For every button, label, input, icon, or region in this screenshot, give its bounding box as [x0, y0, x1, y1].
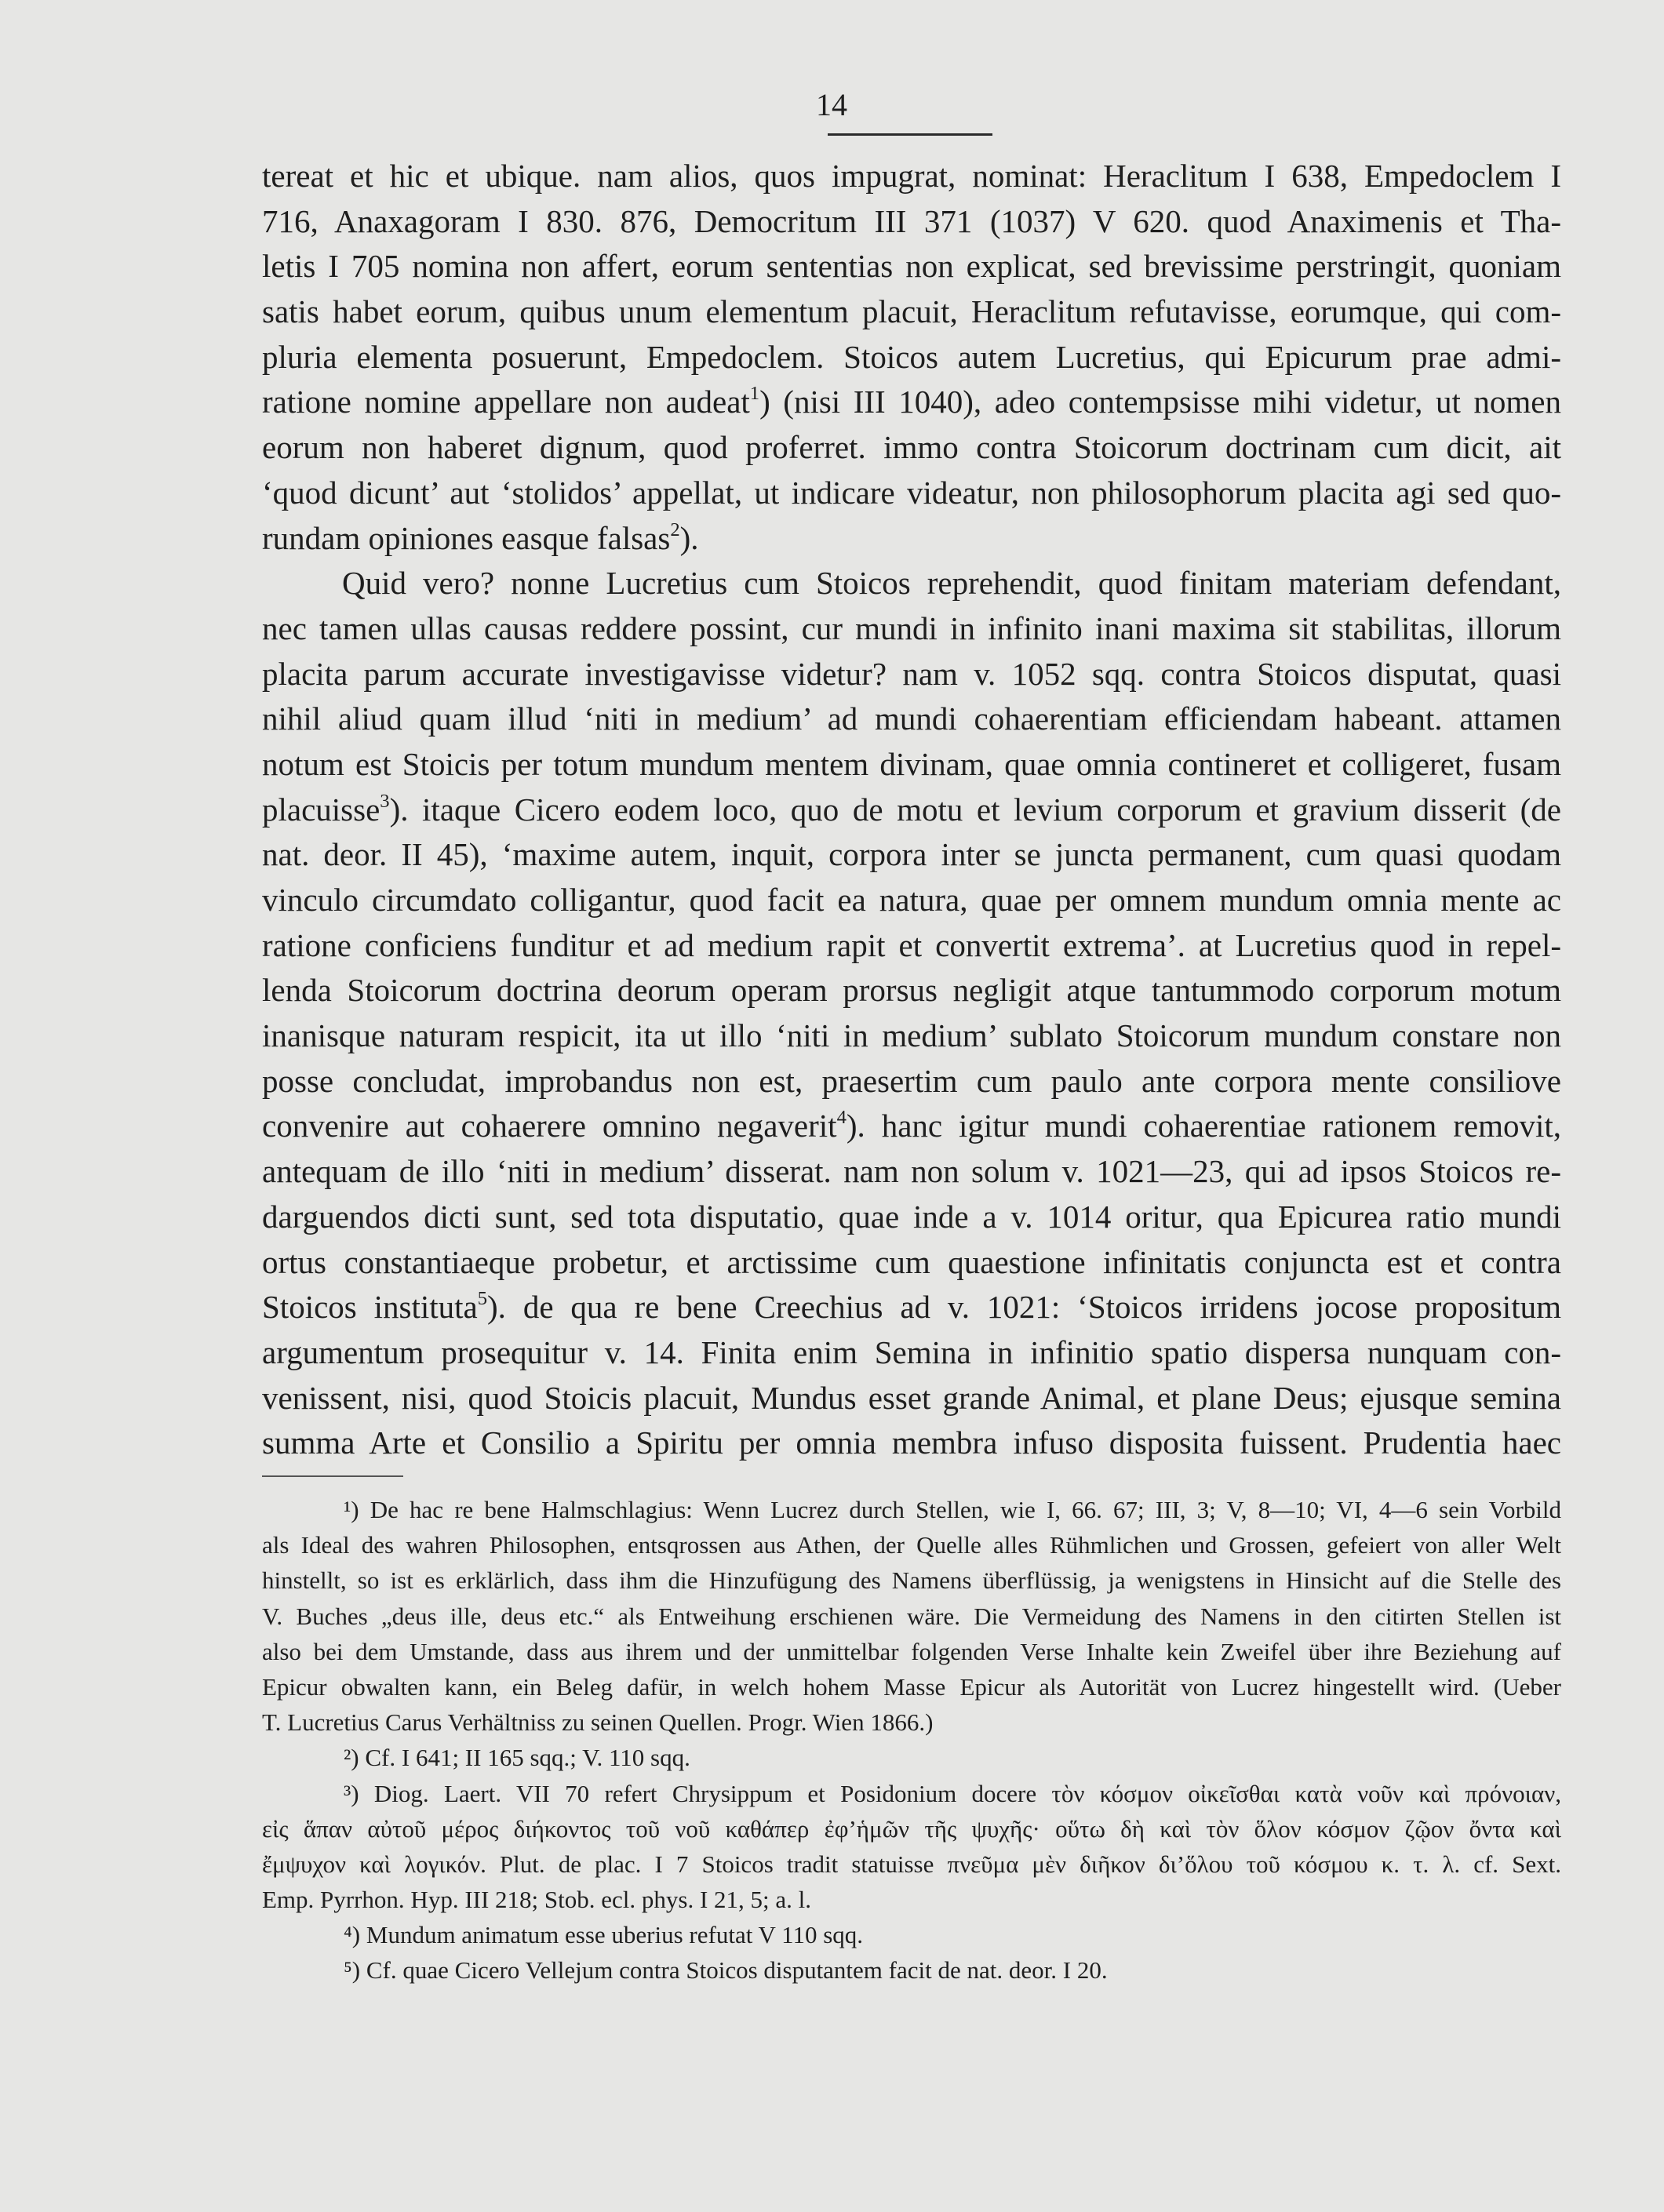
text-segment: tereat et hic et ubique. nam alios, quos impugrat, nominat: Heraclitum I 638, Empedoclem I [262, 158, 1561, 194]
text-segment: nat. deor. II 45), ‘maxime autem, inquit, corpora inter se juncta permanent, cum quasi quodam [262, 836, 1561, 873]
text-segment: ). de qua re bene Creechius ad v. 1021: ‘Stoicos irridens jocose propositum [487, 1289, 1561, 1326]
text-segment: satis habet eorum, quibus unum elementum placuit, Heraclitum refutavisse, eorumque, qui com- [262, 293, 1561, 330]
text-segment: ). hanc igitur mundi cohaerentiae rationem removit, [846, 1108, 1561, 1144]
text-segment: lenda Stoicorum doctrina deorum operam prorsus negligit atque tantummodo corporum motum [262, 972, 1561, 1009]
footnote-divider [262, 1475, 403, 1477]
text-segment: posse concludat, improbandus non est, praesertim cum paulo ante corpora mente consiliove [262, 1062, 1561, 1099]
text-line [262, 244, 1561, 289]
footnote-line: εἰς ἅπαν αὐτοῦ μέρος διήκοντος τοῦ νοῦ καθάπερ ἐφ’ἡμῶν τῆς ψυχῆς· οὕτω δὴ καὶ τὸν ὅλον κόσμον ζῷον ὄντα καὶ [262, 1814, 1561, 1843]
text-line [262, 1149, 1561, 1195]
text-segment: Quid vero? nonne Lucretius cum Stoicos reprehendit, quod finitam materiam defendant, [342, 565, 1561, 602]
text-line [262, 380, 1561, 425]
footnote-line: ἔμψυχον καὶ λογικόν. Plut. de plac. I 7 Stoicos tradit statuisse πνεῦμα μὲν διῆκον δι’ὅλου τοῦ κόσμου κ. τ. λ. cf. Sext. [262, 1850, 1561, 1878]
footnote-line: ⁴) Mundum animatum esse uberius refutat V 110 sqq. [344, 1921, 864, 1949]
footnote-ref: 2 [670, 518, 680, 540]
text-line [262, 425, 1561, 471]
text-line [262, 1104, 1561, 1149]
text-segment: inanisque naturam respicit, ita ut illo ‘niti in medium’ sublato Stoicorum mundum constare non [262, 1017, 1561, 1054]
footnote-ref: 1 [749, 383, 760, 405]
text-segment: Stoicos instituta [262, 1289, 478, 1326]
text-segment: vinculo circumdato colligantur, quod facit ea natura, quae per omnem mundum omnia mente ac [262, 882, 1561, 918]
footnotes [262, 1492, 1561, 1988]
text-segment: pluria elementa posuerunt, Empedoclem. Stoicos autem Lucretius, qui Epicurum prae admi- [262, 338, 1561, 375]
text-line [262, 471, 1561, 516]
footnote-line: ³) Diog. Laert. VII 70 refert Chrysippum et Posidonium docere τὸν κόσμον οἰκεῖσθαι κατὰ νοῦν καὶ πρόνοιαν, [344, 1779, 1561, 1807]
text-line [262, 1330, 1561, 1376]
footnote-ref: 3 [380, 790, 390, 812]
text-line [262, 968, 1561, 1013]
text-line [262, 742, 1561, 788]
text-segment: ratione conficiens funditur et ad medium rapit et convertit extrema’. at Lucretius quod in repel- [262, 926, 1561, 963]
footnote-line: als Ideal des wahren Philosophen, entsqrossen aus Athen, der Quelle alles Rühmlichen und Grossen, gefeiert von aller Welt [262, 1531, 1561, 1559]
text-segment: darguendos dicti sunt, sed tota disputatio, quae inde a v. 1014 oritur, qua Epicurea ratio mundi [262, 1198, 1561, 1235]
text-segment: ) (nisi III 1040), adeo contempsisse mihi videtur, ut nomen [759, 384, 1561, 420]
text-line [262, 832, 1561, 878]
text-line [262, 878, 1561, 923]
footnote-ref: 5 [477, 1287, 488, 1309]
text-segment: convenire aut cohaerere omnino negaverit [262, 1108, 837, 1144]
text-segment: ). [679, 519, 699, 556]
text-segment: antequam de illo ‘niti in medium’ disserat. nam non solum v. 1021—23, qui ad ipsos Stoicos re- [262, 1153, 1561, 1190]
footnote-line: T. Lucretius Carus Verhältniss zu seinen Quellen. Progr. Wien 1866.) [262, 1708, 934, 1737]
text-segment: eorum non haberet dignum, quod proferret. immo contra Stoicorum doctrinam cum dicit, ait [262, 429, 1561, 466]
text-line [262, 1376, 1561, 1421]
text-segment: nec tamen ullas causas reddere possint, cur mundi in infinito inani maxima sit stabilitas, illorum [262, 609, 1561, 646]
text-line [262, 335, 1561, 380]
text-line [262, 1421, 1561, 1466]
text-segment: venissent, nisi, quod Stoicis placuit, Mundus esset grande Animal, et plane Deus; ejusque semina [262, 1379, 1561, 1416]
text-segment: ‘quod dicunt’ aut ‘stolidos’ appellat, ut indicare videatur, non philosophorum placita agi sed quo- [262, 474, 1561, 511]
text-line [262, 697, 1561, 742]
text-line [262, 1240, 1561, 1286]
footnote-line: ¹) De hac re bene Halmschlagius: Wenn Lucrez durch Stellen, wie I, 66. 67; III, 3; V, 8—10; VI, 4—6 sein Vorbild [344, 1496, 1561, 1523]
text-line [262, 516, 1561, 562]
main-text [262, 154, 1561, 1466]
footnote-line: hinstellt, so ist es erklärlich, dass ihm die Hinzufügung des Namens überflüssig, ja wenigstens in Hinsicht auf die Stelle des [262, 1566, 1561, 1595]
text-segment: ortus constantiaeque probetur, et arctissime cum quaestione infinitatis conjuncta est et contra [262, 1243, 1561, 1280]
text-segment: placuisse [262, 791, 380, 828]
text-line [262, 561, 1561, 606]
text-segment: argumentum prosequitur v. 14. Finita enim Semina in infinitio spatio dispersa nunquam con- [262, 1333, 1561, 1370]
footnote-line: also bei dem Umstande, dass aus ihrem und der unmittelbar folgenden Verse Inhalte kein Zweifel über ihre Beziehung auf [262, 1637, 1561, 1665]
text-line [262, 923, 1561, 969]
text-segment: summa Arte et Consilio a Spiritu per omnia membra infuso disposita fuissent. Prudentia haec [262, 1424, 1561, 1461]
text-line [262, 289, 1561, 335]
text-segment: nihil aliud quam illud ‘niti in medium’ ad mundi cohaerentiam efficiendam habeant. attamen [262, 700, 1561, 737]
text-segment: letis I 705 nomina non affert, eorum sententias non explicat, sed brevissime perstringit, quoniam [262, 248, 1561, 285]
page-number: 14 [816, 87, 847, 122]
text-line [262, 1013, 1561, 1059]
footnote-line: V. Buches „deus ille, deus etc.“ als Entweihung erschienen wäre. Die Vermeidung des Namens in den citirten Stellen ist [262, 1602, 1561, 1630]
footnote-ref: 4 [836, 1107, 847, 1129]
text-line [262, 1195, 1561, 1240]
text-line [262, 606, 1561, 652]
text-segment: ratione nomine appellare non audeat [262, 384, 750, 420]
text-line [262, 652, 1561, 697]
footnote-line: Emp. Pyrrhon. Hyp. III 218; Stob. ecl. phys. I 21, 5; a. l. [262, 1886, 812, 1914]
text-segment: 716, Anaxagoram I 830. 876, Democritum III 371 (1037) V 620. quod Anaximenis et Tha- [262, 202, 1561, 239]
footnote-line: ⁵) Cf. quae Cicero Vellejum contra Stoicos disputantem facit de nat. deor. I 20. [344, 1956, 1108, 1985]
text-segment: placita parum accurate investigavisse videtur? nam v. 1052 sqq. contra Stoicos disputat, quasi [262, 655, 1561, 692]
footnote-line: ²) Cf. I 641; II 165 sqq.; V. 110 sqq. [344, 1744, 690, 1772]
text-line [262, 1285, 1561, 1330]
text-line [262, 1059, 1561, 1104]
footnote-line: Epicur obwalten kann, ein Beleg dafür, in welch hohem Masse Epicur als Autorität von Lucrez hingestellt wird. (Ueber [262, 1672, 1561, 1701]
text-line [262, 788, 1561, 833]
text-segment: ). itaque Cicero eodem loco, quo de motu et levium corporum et gravium disserit (de [389, 791, 1561, 828]
text-segment: notum est Stoicis per totum mundum mentem divinam, quae omnia contineret et colligeret, fusam [262, 745, 1561, 782]
text-segment: rundam opiniones easque falsas [262, 519, 671, 556]
text-line [262, 154, 1561, 199]
page-number-rule [828, 133, 992, 136]
text-line [262, 199, 1561, 245]
